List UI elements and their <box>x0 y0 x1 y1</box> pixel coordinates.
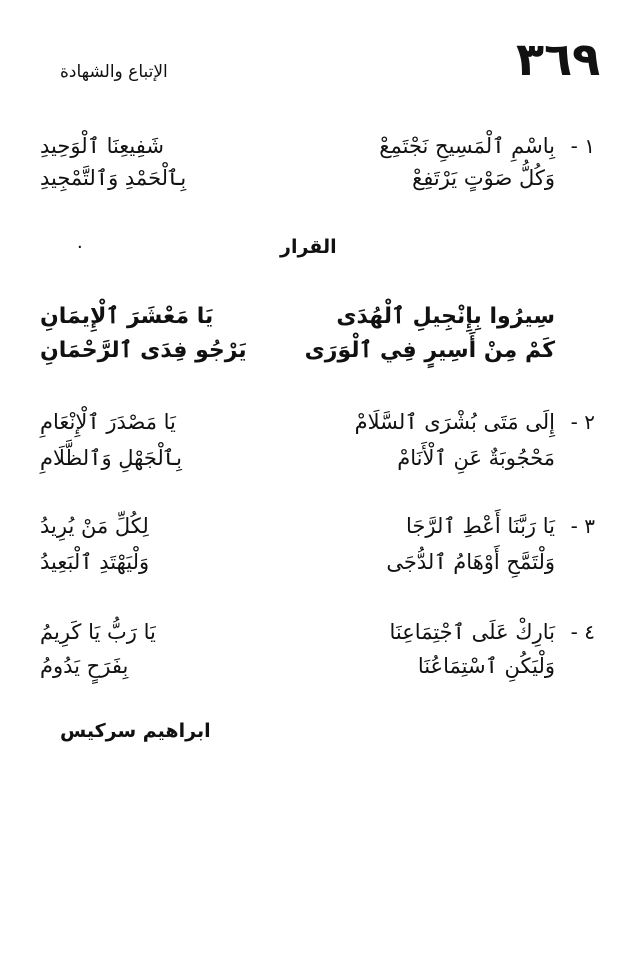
hemistich-first: وَلْتَمَّحِ أَوْهَامُ ٱلدُّجَى <box>386 550 555 574</box>
hemistich-second: يَا مَعْشَرَ ٱلْإِيمَانِ <box>40 304 214 329</box>
chorus-line <box>40 304 555 334</box>
hemistich-second: لِكُلِّ مَنْ يُرِيدُ <box>40 514 149 538</box>
hemistich-second: بِفَرَحٍ يَدُومُ <box>40 654 129 678</box>
verse-line <box>40 134 555 164</box>
hemistich-first: بِاسْمِ ٱلْمَسِيحِ نَجْتَمِعْ <box>379 134 555 158</box>
verse-line <box>40 410 555 440</box>
hemistich-first: وَلْيَكُنِ ٱسْتِمَاعُنَا <box>417 654 555 678</box>
verse-number: ٤ - <box>570 620 595 644</box>
chorus-mark: ٠ <box>75 236 85 257</box>
hemistich-first: مَحْجُوبَةٌ عَنِ ٱلْأَنَامْ <box>397 446 555 470</box>
verse-line <box>40 620 555 650</box>
hemistich-second: شَفِيعِنَا ٱلْوَحِيدِ <box>40 134 164 158</box>
hemistich-second: بِٱلْجَهْلِ وَٱلظَّلَامِ <box>40 446 182 470</box>
verse-line <box>40 550 555 580</box>
hemistich-second: يَرْجُو فِدَى ٱلرَّحْمَانِ <box>40 338 247 363</box>
verse-number: ٣ - <box>570 514 595 538</box>
hemistich-first: بَارِكْ عَلَى ٱجْتِمَاعِنَا <box>389 620 555 644</box>
hemistich-second: وَلْيَهْتَدِ ٱلْبَعِيدُ <box>40 550 150 574</box>
verse-line <box>40 514 555 544</box>
chorus-title: القرار <box>280 236 337 258</box>
chorus-line <box>40 338 555 368</box>
hemistich-first: وَكُلُّ صَوْتٍ يَرْتَفِعْ <box>412 166 555 190</box>
hemistich-second: بِٱلْحَمْدِ وَٱلتَّمْجِيدِ <box>40 166 187 190</box>
verse-line <box>40 446 555 476</box>
hemistich-first: كَمْ مِنْ أَسِيرٍ فِي ٱلْوَرَى <box>304 338 555 363</box>
verse-line <box>40 654 555 684</box>
hemistich-first: سِيرُوا بِإِنْجِيلِ ٱلْهُدَى <box>336 304 555 329</box>
page-number: ٣٦٩ <box>516 32 601 86</box>
verse-number: ٢ - <box>570 410 595 434</box>
verse-line <box>40 166 555 196</box>
hemistich-second: يَا رَبُّ يَا كَرِيمُ <box>40 620 156 644</box>
hemistich-second: يَا مَصْدَرَ ٱلْإِنْعَامِ <box>40 410 176 434</box>
verse-number: ١ - <box>570 134 595 158</box>
hemistich-first: يَا رَبَّنَا أَعْطِ ٱلرَّجَا <box>406 514 555 538</box>
hemistich-first: إِلَى مَتَى بُشْرَى ٱلسَّلَامْ <box>354 410 555 434</box>
running-title: الإتباع والشهادة <box>60 62 168 82</box>
author-name: ابراهيم سركيس <box>60 720 211 742</box>
